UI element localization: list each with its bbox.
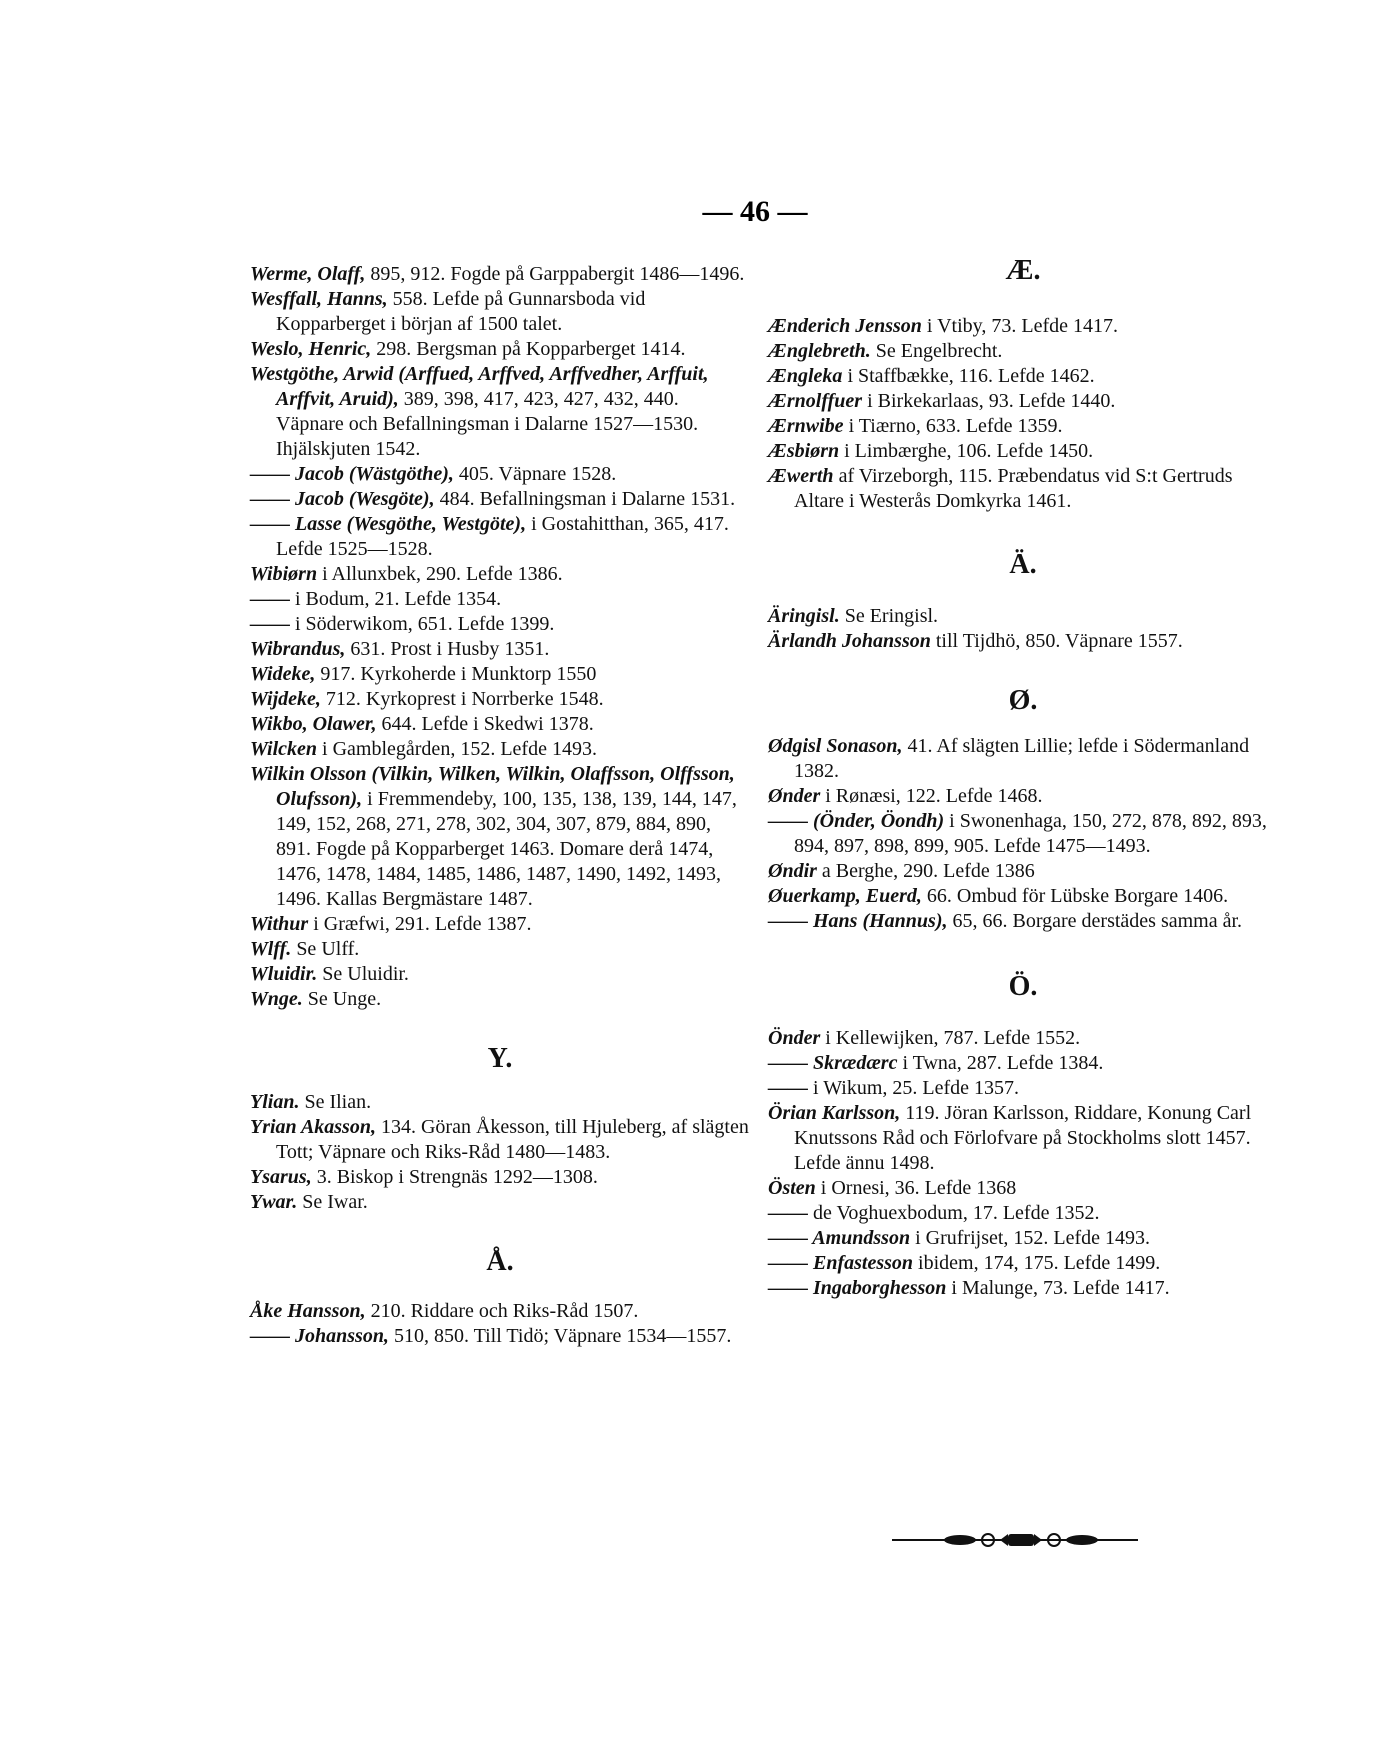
entry-text: i Gamblegården, 152. Lefde 1493.: [317, 738, 597, 760]
section-heading-aa: Å.: [486, 1246, 514, 1277]
entry-headword: ——: [768, 1077, 808, 1099]
entry-headword: Wilcken: [250, 738, 318, 760]
entry-text: i Kellewijken, 787. Lefde 1552.: [820, 1027, 1081, 1049]
entry-headword: Weslo, Henric,: [250, 338, 372, 360]
entry-text: Se Ulff.: [291, 938, 360, 960]
entry-headword: Ywar.: [250, 1191, 298, 1213]
index-entry: [250, 987, 750, 1012]
index-entry: [250, 362, 750, 462]
entry-headword: Øuerkamp, Euerd,: [768, 885, 922, 907]
entry-headword: Werme, Olaff,: [250, 263, 366, 285]
entry-headword: Ænderich Jensson: [768, 315, 922, 337]
entry-headword: Wideke,: [250, 663, 316, 685]
index-entry: [250, 962, 750, 987]
entry-text: i Vtiby, 73. Lefde 1417.: [921, 315, 1118, 337]
entry-text: i Malunge, 73. Lefde 1417.: [946, 1277, 1170, 1299]
entry-text: till Tijdhö, 850. Väpnare 1557.: [930, 630, 1183, 652]
entry-headword: Wesffall, Hanns,: [250, 288, 388, 310]
entry-headword: Ønder: [768, 785, 821, 807]
entry-headword: Wikbo, Olawer,: [250, 713, 377, 735]
entry-headword: —— Jacob (Wesgöte),: [250, 488, 435, 510]
entry-text: Se Iwar.: [297, 1191, 368, 1213]
index-entry: [768, 1201, 1278, 1226]
entry-text: Se Engelbrecht.: [870, 340, 1003, 362]
index-entry: [250, 562, 750, 587]
index-entry: [250, 712, 750, 737]
index-entry: [768, 1026, 1278, 1051]
entry-text: 484. Befallningsman i Dalarne 1531.: [434, 488, 736, 510]
entry-headword: Örian Karlsson,: [768, 1102, 901, 1124]
entry-headword: Ylian.: [250, 1091, 300, 1113]
entry-headword: ——: [250, 588, 290, 610]
entry-text: i Staffbække, 116. Lefde 1462.: [842, 365, 1095, 387]
entry-headword: ——: [250, 613, 290, 635]
entry-headword: Ysarus,: [250, 1166, 312, 1188]
entry-text: i Söderwikom, 651. Lefde 1399.: [290, 613, 555, 635]
entry-headword: —— Amundsson: [768, 1227, 911, 1249]
section-heading-a-umlaut: Ä.: [1009, 549, 1037, 580]
entry-text: 119. Jöran Karlsson, Riddare, Konung Carl Knutssons Råd och Förlofvare på Stockholms slott 1457. Lefde ännu 1498.: [794, 1102, 1252, 1174]
entry-headword: Önder: [768, 1027, 821, 1049]
entry-text: i Bodum, 21. Lefde 1354.: [290, 588, 502, 610]
entry-headword: Yrian Akasson,: [250, 1116, 376, 1138]
index-entry: [768, 604, 1278, 629]
index-entry: [768, 1076, 1278, 1101]
index-entry: [250, 762, 750, 912]
entry-text: i Wikum, 25. Lefde 1357.: [808, 1077, 1020, 1099]
index-entry: [768, 629, 1278, 654]
entry-headword: Åke Hansson,: [250, 1300, 366, 1322]
index-entry: [250, 1115, 750, 1165]
entry-headword: —— Skrædærc: [768, 1052, 898, 1074]
entry-text: Se Uluidir.: [317, 963, 409, 985]
entry-headword: Wijdeke,: [250, 688, 321, 710]
entry-text: i Tiærno, 633. Lefde 1359.: [843, 415, 1063, 437]
right-column: [768, 255, 1278, 1301]
index-entry: [768, 464, 1278, 514]
index-entry: [768, 414, 1278, 439]
entry-text: i Græfwi, 291. Lefde 1387.: [308, 913, 532, 935]
entry-headword: Æsbiørn: [768, 440, 840, 462]
entry-text: i Gostahitthan, 365, 417. Lefde 1525—1528.: [276, 513, 729, 560]
index-entry: [768, 1101, 1278, 1176]
entry-text: 298. Bergsman på Kopparberget 1414.: [371, 338, 686, 360]
entry-headword: —— Ingaborghesson: [768, 1277, 947, 1299]
entry-headword: —— Hans (Hannus),: [768, 910, 948, 932]
index-entry: [250, 662, 750, 687]
entry-text: Se Ilian.: [299, 1091, 372, 1113]
entry-text: i Rønæsi, 122. Lefde 1468.: [820, 785, 1043, 807]
index-entry: [768, 734, 1278, 784]
entries-oslash: [768, 734, 1278, 934]
entry-text: 712. Kyrkoprest i Norrberke 1548.: [320, 688, 604, 710]
entries-w: [250, 262, 750, 1012]
entry-headword: Wibiørn: [250, 563, 318, 585]
entry-headword: Ænglebreth.: [768, 340, 871, 362]
entry-headword: Ødgisl Sonason,: [768, 735, 903, 757]
entry-text: i Twna, 287. Lefde 1384.: [897, 1052, 1104, 1074]
entry-headword: Øndir: [768, 860, 817, 882]
entry-text: ibidem, 174, 175. Lefde 1499.: [913, 1252, 1161, 1274]
entries-aa: [250, 1299, 750, 1349]
index-entry: [250, 737, 750, 762]
entry-text: 895, 912. Fogde på Garppabergit 1486—1496.: [365, 263, 745, 285]
index-entry: [250, 587, 750, 612]
index-entry: [768, 859, 1278, 884]
section-heading-oslash: Ø.: [1008, 685, 1038, 716]
index-entry: [250, 462, 750, 487]
entry-headword: —— Jacob (Wästgöthe),: [250, 463, 454, 485]
entry-text: 917. Kyrkoherde i Munktorp 1550: [315, 663, 597, 685]
page-number: — 46 —: [702, 195, 808, 228]
index-entry: [250, 337, 750, 362]
index-entry: [250, 287, 750, 337]
index-entry: [250, 487, 750, 512]
entry-headword: Östen: [768, 1177, 816, 1199]
entry-headword: Ærnwibe: [768, 415, 844, 437]
entry-headword: Wibrandus,: [250, 638, 346, 660]
entry-text: a Berghe, 290. Lefde 1386: [816, 860, 1035, 882]
index-entry: [250, 1324, 750, 1349]
entry-text: i Allunxbek, 290. Lefde 1386.: [317, 563, 563, 585]
entry-text: i Grufrijset, 152. Lefde 1493.: [910, 1227, 1151, 1249]
entry-text: i Fremmendeby, 100, 135, 138, 139, 144, 147, 149, 152, 268, 271, 278, 302, 304, 307, 879, 884, 890, 891. Fogde på Kopparberget 1463. Domare derå 1474, 1476, 1478, 1484, 1485, 1486, 1487, 1490, 1492, 1493, 1496. Kallas Bergmästare 1487.: [276, 788, 737, 910]
index-entry: [250, 512, 750, 562]
entry-text: Se Eringisl.: [839, 605, 939, 627]
index-entry: [250, 1165, 750, 1190]
index-entry: [768, 339, 1278, 364]
entry-headword: Wilkin Olsson (Vilkin, Wilken, Wilkin, Olaffsson, Olffsson, Olufsson),: [250, 763, 735, 810]
index-entry: [768, 1226, 1278, 1251]
entry-headword: Ængleka: [768, 365, 843, 387]
entry-headword: —— Lasse (Wesgöthe, Westgöte),: [250, 513, 527, 535]
index-entry: [768, 439, 1278, 464]
index-entry: [768, 809, 1278, 859]
entry-headword: Äringisl.: [768, 605, 840, 627]
entry-text: i Limbærghe, 106. Lefde 1450.: [839, 440, 1094, 462]
entries-o-umlaut: [768, 1026, 1278, 1301]
index-entry: [768, 1276, 1278, 1301]
index-entry: [250, 937, 750, 962]
index-entry: [768, 364, 1278, 389]
index-entry: [768, 1051, 1278, 1076]
index-entry: [250, 612, 750, 637]
left-column: [250, 262, 750, 1349]
entry-headword: Withur: [250, 913, 309, 935]
entry-headword: ——: [768, 1202, 808, 1224]
entry-text: 510, 850. Till Tidö; Väpnare 1534—1557.: [388, 1325, 732, 1347]
entry-text: i Swonenhaga, 150, 272, 878, 892, 893, 894, 897, 898, 899, 905. Lefde 1475—1493.: [794, 810, 1267, 857]
index-entry: [250, 1299, 750, 1324]
entry-text: i Ornesi, 36. Lefde 1368: [815, 1177, 1017, 1199]
entry-text: 631. Prost i Husby 1351.: [345, 638, 550, 660]
index-entry: [250, 262, 750, 287]
section-heading-ae: Æ.: [1005, 255, 1041, 286]
index-entry: [768, 1176, 1278, 1201]
entry-text: 66. Ombud för Lübske Borgare 1406.: [921, 885, 1229, 907]
index-entry: [768, 884, 1278, 909]
entry-text: 65, 66. Borgare derstädes samma år.: [947, 910, 1243, 932]
entry-text: 3. Biskop i Strengnäs 1292—1308.: [311, 1166, 598, 1188]
entry-text: af Virzeborgh, 115. Præbendatus vid S:t Gertruds Altare i Westerås Domkyrka 1461.: [794, 465, 1233, 512]
entry-headword: Æwerth: [768, 465, 834, 487]
entry-headword: —— Johansson,: [250, 1325, 389, 1347]
entry-text: 134. Göran Åkesson, till Hjuleberg, af slägten Tott; Väpnare och Riks-Råd 1480—1483.: [276, 1116, 749, 1163]
entry-text: 210. Riddare och Riks-Råd 1507.: [365, 1300, 639, 1322]
index-entry: [768, 784, 1278, 809]
entry-text: 644. Lefde i Skedwi 1378.: [376, 713, 594, 735]
entries-a-umlaut: [768, 604, 1278, 654]
entry-headword: —— Enfastesson: [768, 1252, 914, 1274]
entry-text: de Voghuexbodum, 17. Lefde 1352.: [808, 1202, 1100, 1224]
index-entry: [250, 1190, 750, 1215]
entry-text: 558. Lefde på Gunnarsboda vid Kopparberget i början af 1500 talet.: [276, 288, 646, 335]
index-entry: [250, 687, 750, 712]
index-entry: [768, 909, 1278, 934]
entry-headword: Wluidir.: [250, 963, 318, 985]
index-entry: [250, 637, 750, 662]
index-entry: [250, 1090, 750, 1115]
section-heading-y: Y.: [487, 1043, 513, 1074]
entry-text: Se Unge.: [302, 988, 382, 1010]
entry-headword: —— (Önder, Öondh): [768, 810, 945, 832]
entry-headword: Westgöthe, Arwid (Arffued, Arffved, Arffvedher, Arffuit, Arffvit, Aruid),: [250, 363, 709, 410]
entry-text: i Birkekarlaas, 93. Lefde 1440.: [862, 390, 1116, 412]
entry-headword: Wnge.: [250, 988, 303, 1010]
index-entry: [768, 314, 1278, 339]
entry-text: 389, 398, 417, 423, 427, 432, 440. Väpnare och Befallningsman i Dalarne 1527—1530. Ihjälskjuten 1542.: [276, 388, 699, 460]
section-heading-o-umlaut: Ö.: [1008, 971, 1038, 1002]
entry-headword: Wlff.: [250, 938, 292, 960]
entry-headword: Ærnolffuer: [768, 390, 863, 412]
entries-ae: [768, 314, 1278, 514]
entries-y: [250, 1090, 750, 1215]
index-entry: [768, 1251, 1278, 1276]
index-entry: [768, 389, 1278, 414]
index-entry: [250, 912, 750, 937]
entry-text: 41. Af slägten Lillie; lefde i Södermanland 1382.: [794, 735, 1250, 782]
entry-headword: Ärlandh Johansson: [768, 630, 931, 652]
entry-text: 405. Väpnare 1528.: [453, 463, 617, 485]
end-ornament: [890, 1528, 1140, 1552]
